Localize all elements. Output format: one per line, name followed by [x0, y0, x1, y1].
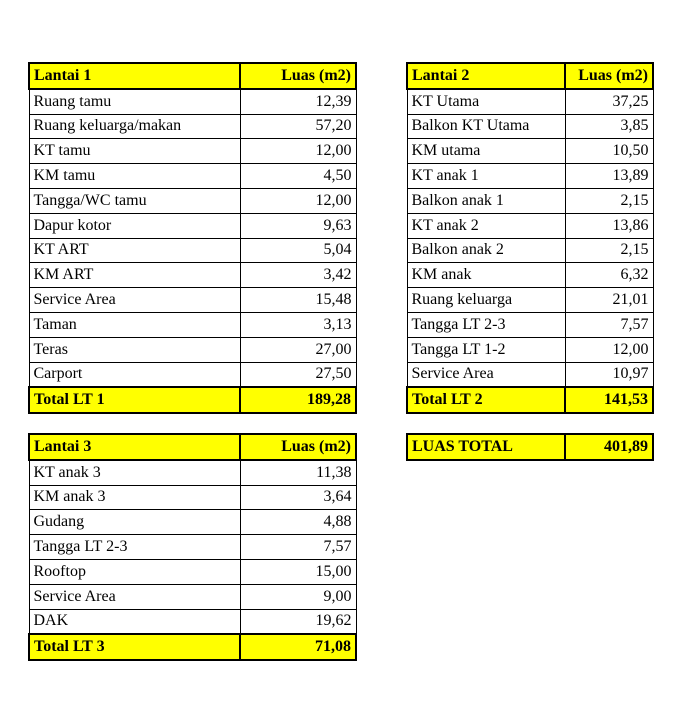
area-value-cell: 3,42: [240, 263, 356, 288]
area-value-cell: Luas (m2): [240, 434, 356, 460]
table-row: [407, 362, 653, 387]
room-name-cell: KM utama: [407, 139, 565, 164]
luas-total-label: LUAS TOTAL: [407, 434, 565, 460]
area-value-cell: 11,38: [240, 460, 356, 485]
table-row: [29, 188, 356, 213]
luas-total-table: [406, 433, 654, 461]
area-value-cell: 37,25: [565, 89, 653, 114]
room-name-cell: Lantai 2: [407, 63, 565, 89]
room-name-cell: Balkon KT Utama: [407, 114, 565, 139]
area-value-cell: 7,57: [565, 312, 653, 337]
area-value-cell: Luas (m2): [240, 63, 356, 89]
table-row: [407, 213, 653, 238]
room-name-cell: Gudang: [29, 510, 240, 535]
area-value-cell: 2,15: [565, 238, 653, 263]
table-header-row: [407, 63, 653, 89]
room-name-cell: KT anak 3: [29, 460, 240, 485]
table-row: [407, 288, 653, 313]
area-value-cell: 12,00: [240, 139, 356, 164]
table-row: [29, 288, 356, 313]
area-value-cell: 57,20: [240, 114, 356, 139]
room-name-cell: Balkon anak 2: [407, 238, 565, 263]
room-name-cell: Carport: [29, 362, 240, 387]
area-value-cell: 27,50: [240, 362, 356, 387]
area-value-cell: 189,28: [240, 387, 356, 413]
area-value-cell: 15,00: [240, 559, 356, 584]
area-value-cell: 141,53: [565, 387, 653, 413]
room-name-cell: KM anak: [407, 263, 565, 288]
room-name-cell: KT anak 2: [407, 213, 565, 238]
area-value-cell: 2,15: [565, 188, 653, 213]
table-row: [407, 238, 653, 263]
table-row: [407, 114, 653, 139]
luas-total-row: [407, 434, 653, 460]
table-row: [407, 312, 653, 337]
table-row: [29, 485, 356, 510]
room-name-cell: Taman: [29, 312, 240, 337]
room-name-cell: KT ART: [29, 238, 240, 263]
room-name-cell: Lantai 1: [29, 63, 240, 89]
lantai-2-table: [406, 62, 654, 414]
area-value-cell: 13,89: [565, 164, 653, 189]
table-row: [407, 164, 653, 189]
room-name-cell: Tangga LT 1-2: [407, 337, 565, 362]
area-value-cell: 13,86: [565, 213, 653, 238]
room-name-cell: KM ART: [29, 263, 240, 288]
table-row: [29, 164, 356, 189]
room-name-cell: KT Utama: [407, 89, 565, 114]
area-value-cell: 21,01: [565, 288, 653, 313]
table-total-row: [29, 387, 356, 413]
area-value-cell: 3,85: [565, 114, 653, 139]
area-value-cell: 6,32: [565, 263, 653, 288]
area-value-cell: 4,50: [240, 164, 356, 189]
room-name-cell: KT tamu: [29, 139, 240, 164]
area-value-cell: 12,00: [565, 337, 653, 362]
area-value-cell: 10,50: [565, 139, 653, 164]
lantai-3-table: [28, 433, 357, 661]
room-name-cell: Ruang keluarga/makan: [29, 114, 240, 139]
table-row: [29, 263, 356, 288]
room-name-cell: Tangga/WC tamu: [29, 188, 240, 213]
table-row: [29, 559, 356, 584]
table-row: [29, 238, 356, 263]
room-name-cell: Lantai 3: [29, 434, 240, 460]
area-value-cell: 12,00: [240, 188, 356, 213]
area-value-cell: 9,00: [240, 584, 356, 609]
room-name-cell: Balkon anak 1: [407, 188, 565, 213]
room-name-cell: Total LT 3: [29, 634, 240, 660]
table-row: [29, 312, 356, 337]
room-name-cell: Ruang tamu: [29, 89, 240, 114]
area-value-cell: Luas (m2): [565, 63, 653, 89]
area-value-cell: 3,64: [240, 485, 356, 510]
room-name-cell: KM tamu: [29, 164, 240, 189]
table-row: [29, 584, 356, 609]
lantai-1-table: [28, 62, 357, 414]
room-name-cell: DAK: [29, 609, 240, 634]
table-row: [29, 460, 356, 485]
room-name-cell: Service Area: [29, 584, 240, 609]
table-row: [407, 337, 653, 362]
area-value-cell: 4,88: [240, 510, 356, 535]
room-name-cell: Dapur kotor: [29, 213, 240, 238]
table-row: [29, 213, 356, 238]
table-row: [29, 362, 356, 387]
table-row: [29, 535, 356, 560]
table-row: [29, 337, 356, 362]
area-value-cell: 9,63: [240, 213, 356, 238]
table-row: [29, 139, 356, 164]
table-row: [407, 263, 653, 288]
table-row: [29, 609, 356, 634]
room-name-cell: KM anak 3: [29, 485, 240, 510]
area-value-cell: 19,62: [240, 609, 356, 634]
area-value-cell: 71,08: [240, 634, 356, 660]
room-name-cell: Rooftop: [29, 559, 240, 584]
room-name-cell: Ruang keluarga: [407, 288, 565, 313]
area-value-cell: 7,57: [240, 535, 356, 560]
table-row: [29, 114, 356, 139]
table-row: [407, 188, 653, 213]
area-value-cell: 5,04: [240, 238, 356, 263]
room-name-cell: Total LT 1: [29, 387, 240, 413]
area-value-cell: 3,13: [240, 312, 356, 337]
table-row: [407, 89, 653, 114]
table-header-row: [29, 63, 356, 89]
luas-total-value: 401,89: [565, 434, 653, 460]
table-total-row: [407, 387, 653, 413]
table-row: [29, 510, 356, 535]
room-name-cell: Tangga LT 2-3: [407, 312, 565, 337]
area-value-cell: 10,97: [565, 362, 653, 387]
area-value-cell: 27,00: [240, 337, 356, 362]
table-row: [29, 89, 356, 114]
room-name-cell: Teras: [29, 337, 240, 362]
room-name-cell: Total LT 2: [407, 387, 565, 413]
table-row: [407, 139, 653, 164]
table-total-row: [29, 634, 356, 660]
room-name-cell: Service Area: [407, 362, 565, 387]
area-value-cell: 12,39: [240, 89, 356, 114]
room-name-cell: KT anak 1: [407, 164, 565, 189]
room-name-cell: Service Area: [29, 288, 240, 313]
room-name-cell: Tangga LT 2-3: [29, 535, 240, 560]
table-header-row: [29, 434, 356, 460]
area-value-cell: 15,48: [240, 288, 356, 313]
